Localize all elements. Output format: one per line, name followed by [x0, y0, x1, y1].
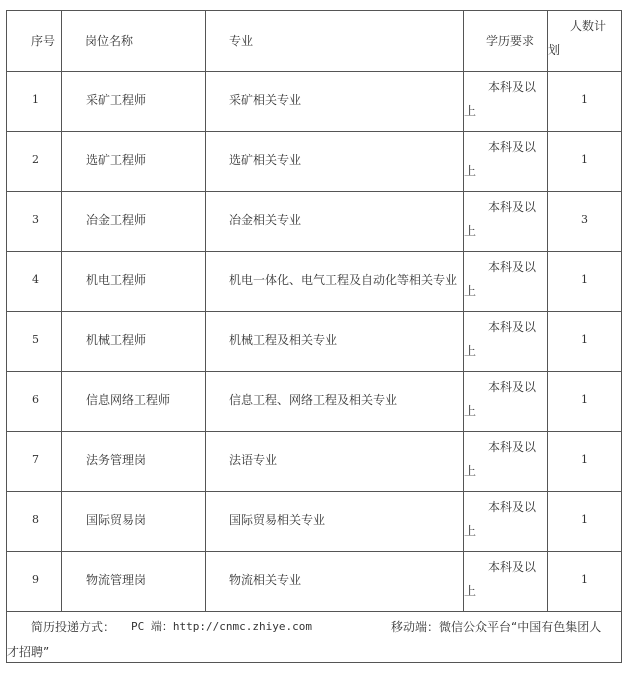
major-cell [206, 492, 464, 552]
seq-cell [7, 552, 62, 612]
row-seq: 2 [32, 153, 39, 166]
education-cell [464, 432, 548, 492]
row-count: 1 [581, 93, 588, 106]
count-cell [548, 312, 622, 372]
education-cell [464, 312, 548, 372]
count-cell [548, 552, 622, 612]
education-cell [464, 252, 548, 312]
row-position: 物流管理岗 [86, 573, 147, 587]
major-cell [206, 132, 464, 192]
row-position: 信息网络工程师 [86, 393, 171, 407]
major-cell [206, 192, 464, 252]
row-count: 1 [581, 453, 588, 466]
row-education-line1: 本科及以 [488, 140, 537, 154]
table-header-row [7, 11, 622, 72]
header-major: 专业 [229, 34, 254, 48]
footer-cell [7, 612, 622, 663]
row-count: 3 [581, 213, 588, 226]
table-row [7, 372, 622, 432]
row-education-line2: 上 [464, 224, 477, 238]
row-seq: 6 [32, 393, 39, 406]
education-cell [464, 372, 548, 432]
row-education-line2: 上 [464, 524, 477, 538]
table-row [7, 132, 622, 192]
row-count: 1 [581, 273, 588, 286]
major-cell [206, 552, 464, 612]
seq-cell [7, 252, 62, 312]
row-position: 法务管理岗 [86, 453, 147, 467]
row-education-line1: 本科及以 [488, 380, 537, 394]
count-cell [548, 252, 622, 312]
row-major: 物流相关专业 [229, 573, 302, 587]
pc-submission-link[interactable]: PC 端：http://cnmc.zhiye.com [131, 620, 312, 633]
header-seq-cell [7, 11, 62, 72]
count-cell [548, 432, 622, 492]
row-major: 法语专业 [229, 453, 278, 467]
row-count: 1 [581, 153, 588, 166]
row-major: 机械工程及相关专业 [229, 333, 338, 347]
table-row [7, 432, 622, 492]
position-cell [62, 552, 206, 612]
position-cell [62, 312, 206, 372]
table-row [7, 252, 622, 312]
major-cell [206, 372, 464, 432]
row-position: 机电工程师 [86, 273, 147, 287]
major-cell [206, 72, 464, 132]
count-cell [548, 192, 622, 252]
major-cell [206, 312, 464, 372]
header-education-cell [464, 11, 548, 72]
row-education-line1: 本科及以 [488, 260, 537, 274]
table-row [7, 552, 622, 612]
position-cell [62, 492, 206, 552]
header-count-cell [548, 11, 622, 72]
row-education-line1: 本科及以 [488, 320, 537, 334]
count-cell [548, 492, 622, 552]
major-cell [206, 432, 464, 492]
education-cell [464, 192, 548, 252]
table-row [7, 492, 622, 552]
header-position-cell [62, 11, 206, 72]
position-cell [62, 72, 206, 132]
row-position: 采矿工程师 [86, 93, 147, 107]
recruitment-table-container [6, 10, 622, 663]
seq-cell [7, 312, 62, 372]
row-count: 1 [581, 573, 588, 586]
seq-cell [7, 192, 62, 252]
row-seq: 4 [32, 273, 39, 286]
seq-cell [7, 492, 62, 552]
row-major: 国际贸易相关专业 [229, 513, 326, 527]
header-major-cell [206, 11, 464, 72]
row-education-line1: 本科及以 [488, 560, 537, 574]
position-cell [62, 432, 206, 492]
row-education-line2: 上 [464, 344, 477, 358]
row-education-line2: 上 [464, 584, 477, 598]
education-cell [464, 492, 548, 552]
recruitment-table [6, 10, 622, 663]
row-position: 冶金工程师 [86, 213, 147, 227]
count-cell [548, 72, 622, 132]
row-seq: 3 [32, 213, 39, 226]
resume-submission-label: 简历投递方式： [31, 620, 116, 634]
row-seq: 5 [32, 333, 39, 346]
position-cell [62, 372, 206, 432]
row-major: 机电一体化、电气工程及自动化等相关专业 [229, 273, 458, 287]
row-major: 冶金相关专业 [229, 213, 302, 227]
row-position: 国际贸易岗 [86, 513, 147, 527]
row-seq: 7 [32, 453, 39, 466]
mobile-submission-text-continued: 才招聘” [7, 645, 50, 659]
row-education-line2: 上 [464, 164, 477, 178]
row-education-line1: 本科及以 [488, 200, 537, 214]
row-seq: 1 [32, 93, 39, 106]
row-major: 选矿相关专业 [229, 153, 302, 167]
education-cell [464, 132, 548, 192]
row-count: 1 [581, 513, 588, 526]
seq-cell [7, 72, 62, 132]
header-count-line1: 人数计 [570, 19, 607, 33]
header-count-line2: 划 [548, 43, 561, 57]
count-cell [548, 372, 622, 432]
table-row [7, 72, 622, 132]
position-cell [62, 192, 206, 252]
row-position: 机械工程师 [86, 333, 147, 347]
row-education-line1: 本科及以 [488, 500, 537, 514]
seq-cell [7, 132, 62, 192]
row-seq: 9 [32, 573, 39, 586]
table-row [7, 192, 622, 252]
row-education-line2: 上 [464, 404, 477, 418]
table-row [7, 312, 622, 372]
row-education-line1: 本科及以 [488, 80, 537, 94]
count-cell [548, 132, 622, 192]
row-count: 1 [581, 333, 588, 346]
row-education-line2: 上 [464, 104, 477, 118]
row-major: 采矿相关专业 [229, 93, 302, 107]
header-seq: 序号 [31, 34, 56, 48]
row-education-line2: 上 [464, 464, 477, 478]
major-cell [206, 252, 464, 312]
row-major: 信息工程、网络工程及相关专业 [229, 393, 398, 407]
row-position: 选矿工程师 [86, 153, 147, 167]
row-education-line2: 上 [464, 284, 477, 298]
seq-cell [7, 372, 62, 432]
position-cell [62, 132, 206, 192]
row-education-line1: 本科及以 [488, 440, 537, 454]
header-position: 岗位名称 [85, 34, 134, 48]
position-cell [62, 252, 206, 312]
row-count: 1 [581, 393, 588, 406]
education-cell [464, 552, 548, 612]
row-seq: 8 [32, 513, 39, 526]
mobile-submission-text: 移动端：微信公众平台“中国有色集团人 [391, 620, 602, 634]
education-cell [464, 72, 548, 132]
header-education: 学历要求 [486, 34, 535, 48]
seq-cell [7, 432, 62, 492]
footer-row [7, 612, 622, 663]
